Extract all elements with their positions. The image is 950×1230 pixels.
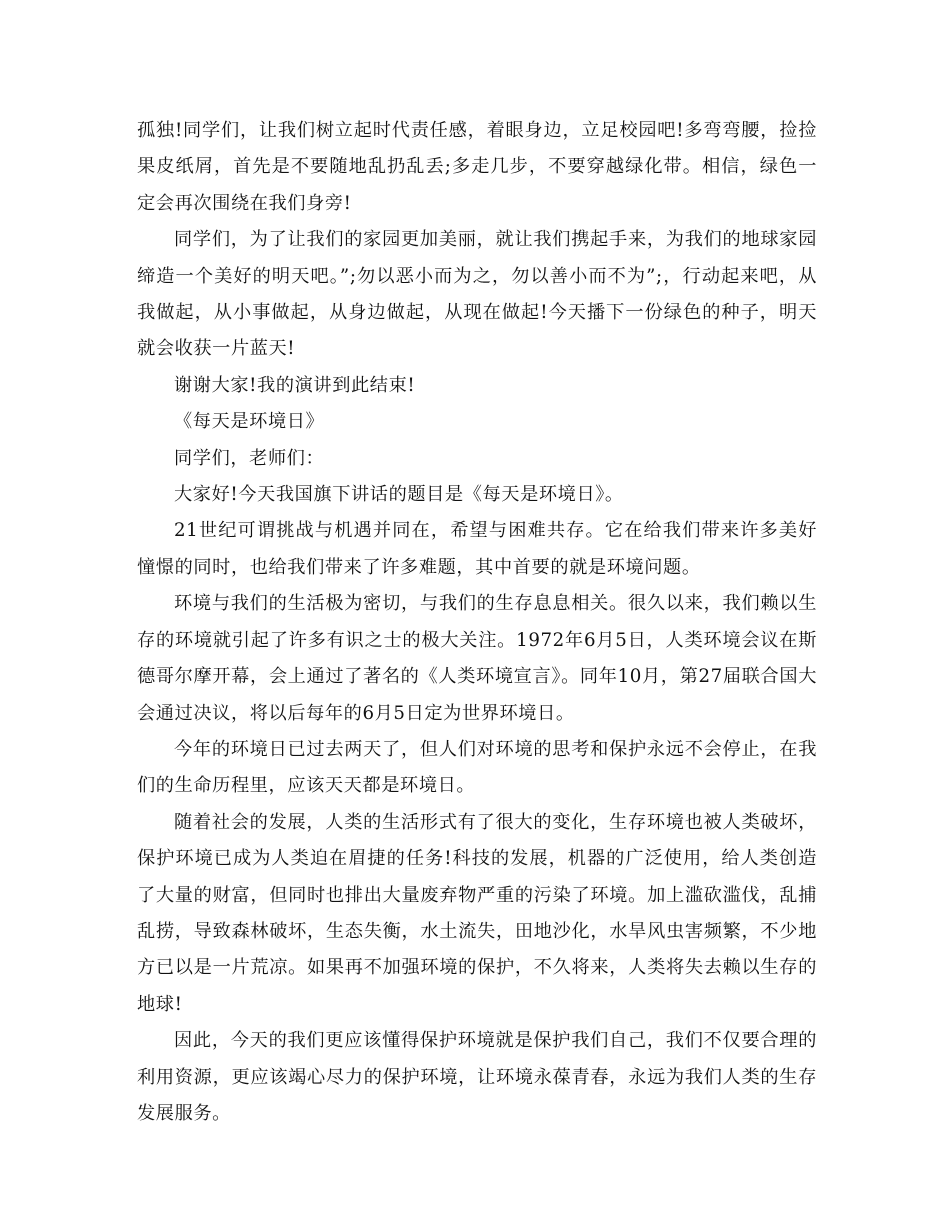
paragraph-3: 谢谢大家!我的演讲到此结束! [174,374,416,396]
paragraph-10: 随着社会的发展，人类的生活形式有了很大的变化，生存环境也被人类破坏，保护环境已成为人类迫在眉捷的任务!科技的发展，机器的广泛使用，给人类创造了大量的财富，但同时也排出大量废弃物严重的污染了环境。加上滥砍滥伐，乱捕乱捞，导致森林破坏，生态失衡，水土流失，田地沙化，水旱风虫害频繁，不少地方已以是一片荒凉。如果再不加强环境的保护，不久将来，人类将失去赖以生存的地球! [137,811,817,1015]
speech-title: 《每天是环境日》 [174,411,325,433]
paragraph-8: 环境与我们的生活极为密切，与我们的生存息息相关。很久以来，我们赖以生存的环境就引起了许多有识之士的极大关注。1972年6月5日，人类环境会议在斯德哥尔摩开幕，会上通过了著名的《人类环境宣言》。同年10月，第27届联合国大会通过决议，将以后每年的6月5日定为世界环境日。 [137,593,817,724]
paragraph-11: 因此，今天的我们更应该懂得保护环境就是保护我们自己，我们不仅要合理的利用资源，更应该竭心尽力的保护环境，让环境永葆青春，永远为我们人类的生存发展服务。 [137,1030,817,1124]
salutation: 同学们，老师们： [174,447,325,469]
paragraph-2: 同学们，为了让我们的家园更加美丽，就让我们携起手来，为我们的地球家园缔造一个美好的明天吧。”;勿以恶小而为之，勿以善小而不为”;，行动起来吧，从我做起，从小事做起，从身边做起，从现在做起!今天播下一份绿色的种子，明天就会收获一片蓝天! [137,229,817,360]
paragraph-6: 大家好!今天我国旗下讲话的题目是《每天是环境日》。 [174,484,624,506]
paragraph-7: 21世纪可谓挑战与机遇并同在，希望与困难共存。它在给我们带来许多美好憧憬的同时，也给我们带来了许多难题，其中首要的就是环境问题。 [137,520,817,578]
document-page [137,113,817,1132]
paragraph-1: 孤独!同学们，让我们树立起时代责任感，着眼身边，立足校园吧!多弯弯腰，捡捡果皮纸屑，首先是不要随地乱扔乱丢;多走几步，不要穿越绿化带。相信，绿色一定会再次围绕在我们身旁! [137,120,817,214]
paragraph-9: 今年的环境日已过去两天了，但人们对环境的思考和保护永远不会停止，在我们的生命历程里，应该天天都是环境日。 [137,738,817,797]
